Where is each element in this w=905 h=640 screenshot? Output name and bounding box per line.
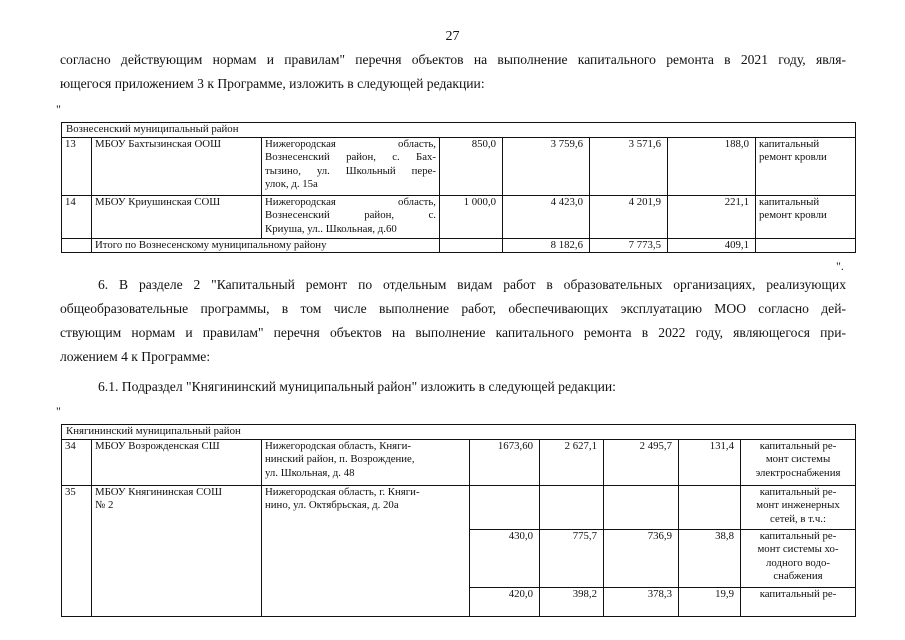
address-line: Нижегородская область,: [265, 195, 436, 208]
work-type: [741, 587, 856, 616]
empty-cell: [62, 238, 92, 253]
work-line: ремонт кровли: [759, 151, 827, 163]
name-line: № 2: [95, 499, 114, 511]
empty-cell: [540, 485, 604, 529]
cell-value: 1673,60: [470, 439, 540, 485]
paragraph-line: ствующим нормам и правилам" перечня объектов на выполнение капитального ремонта в 2022 году, являющегося при-: [60, 325, 846, 340]
total-label: Итого по Вознесенскому муниципальному району: [92, 238, 440, 253]
school-name: МБОУ Бахтызинская ООШ: [92, 137, 262, 195]
cell-value: 2 495,7: [604, 439, 679, 485]
cell-value: 378,3: [604, 587, 679, 616]
cell-value: 4 423,0: [503, 195, 590, 238]
address-line: Нижегородская область,: [265, 137, 436, 150]
row-number: 34: [62, 439, 92, 485]
school-address: [262, 195, 440, 238]
empty-cell: [679, 485, 741, 529]
table-row: [62, 439, 856, 485]
table-row: [62, 195, 856, 238]
work-line: снабжения: [773, 570, 823, 582]
opening-quote: ": [56, 404, 61, 418]
school-address: [262, 137, 440, 195]
work-line: монт системы хо-: [757, 543, 839, 555]
opening-quote: ": [56, 102, 61, 116]
row-number: 14: [62, 195, 92, 238]
empty-cell: [470, 485, 540, 529]
address-line: Нижегородская область, г. Княги-: [265, 485, 420, 498]
paragraph-line: ложением 4 к Программе:: [60, 349, 211, 364]
paragraph-section-6-1: [98, 375, 846, 399]
cell-value: 775,7: [540, 529, 604, 587]
address-line: ул. Школьная, д. 48: [265, 466, 355, 479]
address-line: нино, ул. Октябрьская, д. 20а: [265, 499, 399, 511]
paragraph-line: 6. В разделе 2 "Капитальный ремонт по отдельным видам работ в образовательных организациях, реализующих: [98, 277, 846, 292]
empty-cell: [604, 485, 679, 529]
address-line: улок, д. 15а: [265, 178, 318, 190]
total-row: [62, 238, 856, 253]
region-name: Вознесенский муниципальный район: [62, 123, 856, 138]
table-row: [62, 485, 856, 529]
address-line: Вознесенский район, с.: [265, 209, 436, 221]
cell-value: 4 201,9: [590, 195, 668, 238]
objects-table-voznesensky: [61, 122, 856, 253]
cell-value: 19,9: [679, 587, 741, 616]
paragraph-section-6: [60, 273, 846, 369]
work-line: капитальный ре-: [759, 485, 837, 498]
cell-value: 38,8: [679, 529, 741, 587]
school-address: [262, 439, 470, 485]
work-line: капитальный ре-: [759, 587, 837, 600]
work-type: [756, 195, 856, 238]
cell-value: 7 773,5: [590, 238, 668, 253]
empty-cell: [756, 238, 856, 253]
cell-value: 188,0: [668, 137, 756, 195]
cell-value: 2 627,1: [540, 439, 604, 485]
cell-value: 221,1: [668, 195, 756, 238]
school-name: МБОУ Возрожденская СШ: [92, 439, 262, 485]
cell-value: 398,2: [540, 587, 604, 616]
work-type: [741, 439, 856, 485]
closing-quote: ".: [836, 259, 844, 273]
work-line: электроснабжения: [755, 466, 841, 479]
objects-table-knyagininsky: [61, 424, 856, 617]
work-line: капитальный ре-: [759, 529, 837, 542]
cell-value: 736,9: [604, 529, 679, 587]
paragraph-line: ющегося приложением 3 к Программе, изложить в следующей редакции:: [60, 76, 485, 91]
cell-value: 131,4: [679, 439, 741, 485]
cell-value: 3 571,6: [590, 137, 668, 195]
cell-value: 850,0: [440, 137, 503, 195]
region-header-row: [62, 425, 856, 440]
work-line: капитальный: [759, 137, 820, 150]
school-name: МБОУ Криушинская СОШ: [92, 195, 262, 238]
work-line: монт системы: [765, 453, 831, 465]
paragraph-line: общеобразовательные программы, в том числе выполнение работ, обеспечивающих эксплуатацию МОО согласно дей-: [60, 301, 846, 316]
paragraph-line: 6.1. Подраздел "Княгининский муниципальный район" изложить в следующей редакции:: [98, 379, 616, 394]
cell-value: 1 000,0: [440, 195, 503, 238]
table-row: [62, 137, 856, 195]
region-name: Княгининский муниципальный район: [62, 425, 856, 440]
name-line: МБОУ Княгининская СОШ: [95, 485, 222, 498]
address-line: тызино, ул. Школьный пере-: [265, 164, 436, 177]
school-address: [262, 485, 470, 616]
cell-value: 430,0: [470, 529, 540, 587]
paragraph-line: согласно действующим нормам и правилам" перечня объектов на выполнение капитального ремонта в 2021 году, явля-: [60, 52, 846, 67]
work-type: [741, 485, 856, 529]
page-number: 27: [445, 29, 460, 44]
row-number: 13: [62, 137, 92, 195]
region-header-row: [62, 123, 856, 138]
empty-cell: [440, 238, 503, 253]
work-line: лодного водо-: [766, 556, 831, 569]
address-line: нинский район, п. Возрождение,: [265, 453, 415, 465]
work-line: сетей, в т.ч.:: [770, 512, 826, 525]
work-line: ремонт кровли: [759, 209, 827, 221]
work-type: [741, 529, 856, 587]
address-line: Криуша, ул.. Школьная, д.60: [265, 222, 397, 235]
work-line: монт инженерных: [756, 499, 840, 511]
paragraph-intro: [60, 48, 846, 96]
row-number: 35: [62, 485, 92, 616]
cell-value: 420,0: [470, 587, 540, 616]
work-line: капитальный ре-: [759, 439, 837, 452]
school-name: [92, 485, 262, 616]
work-type: [756, 137, 856, 195]
work-line: капитальный: [759, 195, 820, 208]
cell-value: 8 182,6: [503, 238, 590, 253]
cell-value: 3 759,6: [503, 137, 590, 195]
address-line: Вознесенский район, с. Бах-: [265, 151, 436, 163]
address-line: Нижегородская область, Княги-: [265, 439, 411, 452]
cell-value: 409,1: [668, 238, 756, 253]
